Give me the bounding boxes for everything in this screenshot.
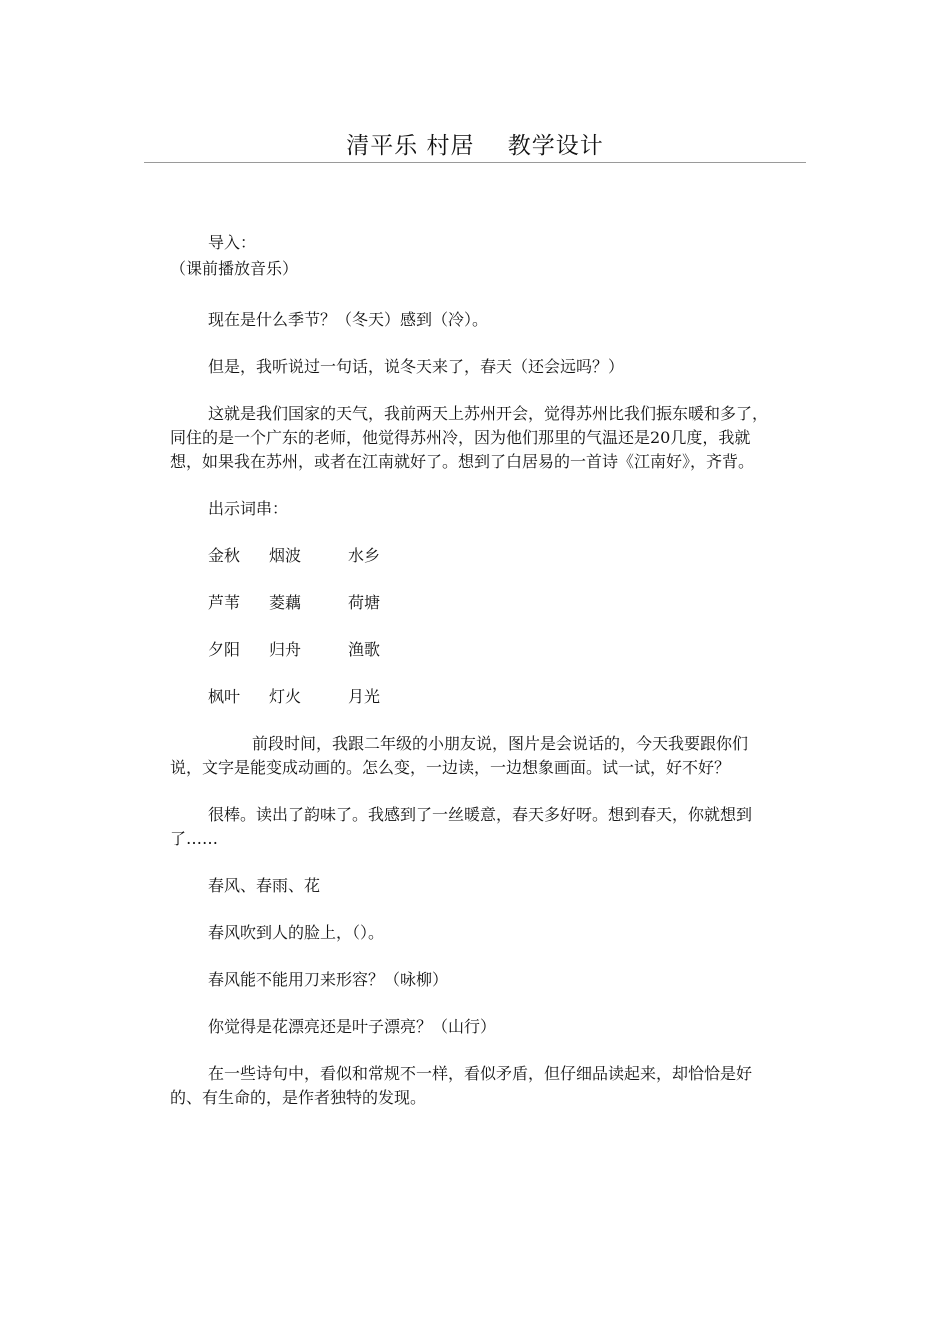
word-row bbox=[170, 638, 774, 662]
paragraph-weather: 这就是我们国家的天气，我前两天上苏州开会，觉得苏州比我们振东暖和多了，同住的是一个广东的老师，他觉得苏州冷，因为他们那里的气温还是20几度，我就想，如果我在苏州，或者在江南就好了。想到了白居易的一首诗《江南好》，齐背。 bbox=[170, 404, 769, 471]
word-item: 月光 bbox=[348, 687, 381, 706]
paragraph-wind-face: 春风吹到人的脸上，（）。 bbox=[208, 923, 385, 942]
title-divider bbox=[144, 162, 806, 163]
word-item: 归舟 bbox=[269, 640, 302, 659]
word-item: 烟波 bbox=[269, 546, 302, 565]
word-item: 荷塘 bbox=[348, 593, 381, 612]
word-item: 渔歌 bbox=[348, 640, 381, 659]
word-row bbox=[170, 544, 774, 568]
paragraph-music: （课前播放音乐） bbox=[170, 259, 299, 278]
word-item: 金秋 bbox=[208, 546, 241, 565]
paragraph-season: 现在是什么季节？（冬天）感到（冷）。 bbox=[208, 310, 489, 329]
word-row bbox=[170, 685, 774, 709]
document-title: 清平乐 村居 教学设计 bbox=[346, 133, 604, 159]
paragraph-picture: 前段时间，我跟二年级的小朋友说，图片是会说话的，今天我要跟你们说，文字是能变成动画的。怎么变，一边读，一边想象画面。试一试，好不好？ bbox=[170, 734, 749, 777]
paragraph-praise: 很棒。读出了韵味了。我感到了一丝暖意，春天多好呀。想到春天，你就想到了…… bbox=[170, 805, 753, 848]
paragraph-wind-rain: 春风、春雨、花 bbox=[208, 876, 321, 895]
paragraph-words-intro: 出示词串： bbox=[208, 499, 289, 518]
paragraph-knife: 春风能不能用刀来形容？（咏柳） bbox=[208, 970, 449, 989]
paragraph-intro: 导入： bbox=[208, 233, 257, 252]
word-item: 灯火 bbox=[269, 687, 302, 706]
paragraph-discovery: 在一些诗句中，看似和常规不一样，看似矛盾，但仔细品读起来，却恰恰是好的、有生命的，是作者独特的发现。 bbox=[170, 1064, 753, 1107]
word-item: 枫叶 bbox=[208, 687, 241, 706]
word-item: 芦苇 bbox=[208, 593, 241, 612]
paragraph-flower-leaf: 你觉得是花漂亮还是叶子漂亮？（山行） bbox=[208, 1017, 497, 1036]
word-row bbox=[170, 591, 774, 615]
word-item: 夕阳 bbox=[208, 640, 241, 659]
word-item: 水乡 bbox=[348, 546, 381, 565]
document-body bbox=[170, 231, 774, 1110]
word-item: 菱藕 bbox=[269, 593, 302, 612]
paragraph-spring: 但是，我听说过一句话，说冬天来了，春天（还会远吗？） bbox=[208, 357, 625, 376]
